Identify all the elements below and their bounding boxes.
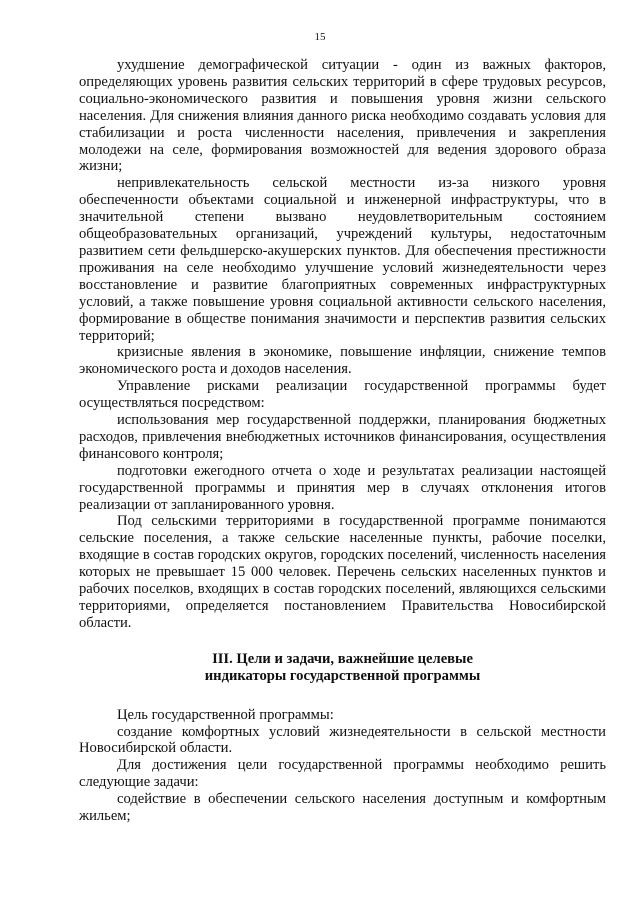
paragraph-program-goal: создание комфортных условий жизнедеятельности в сельской местности Новосибирской области. bbox=[79, 723, 606, 757]
paragraph-program-goal-intro: Цель государственной программы: bbox=[117, 706, 334, 723]
paragraph-economic-crisis-risk: кризисные явления в экономике, повышение инфляции, снижение темпов экономического роста и доходов населения. bbox=[79, 344, 606, 378]
paragraph-tasks-intro: Для достижения цели государственной программы необходимо решить следующие задачи: bbox=[79, 757, 606, 791]
paragraph-rural-territories-definition: Под сельскими территориями в государственной программе понимаются сельские поселения, а также сельские населенные пункты, рабочие поселки, входящие в состав городских округов, городских поселений, численность населения которых не превышает 15 000 человек. Перечень сельских населенных пунктов и рабочих поселков, входящих в состав городских поселений, являющихся сельскими территориями, определяется постановлением Правительства Новосибирской области. bbox=[79, 513, 606, 631]
section-heading-line-1: III. Цели и задачи, важнейшие целевые bbox=[212, 650, 473, 667]
page-body bbox=[79, 57, 606, 825]
paragraph-state-support-measures: использования мер государственной поддержки, планирования бюджетных расходов, привлечения внебюджетных источников финансирования, осуществления финансового контроля; bbox=[79, 412, 606, 462]
paragraph-infrastructure-risk: непривлекательность сельской местности из-за низкого уровня обеспеченности объектами социальной и инженерной инфраструктуры, что в значительной степени вызвано неудовлетворительным состоянием общеобразовательных организаций, учреждений культуры, недостаточным развитием сети фельдшерско-акушерских пунктов. Для обеспечения престижности проживания на селе необходимо улучшение условий жизнедеятельности через восстановление и развитие благоприятных современных инфраструктурных условий, а также повышение уровня социальной активности сельского населения, формирование в обществе понимания значимости и перспектив развития сельских территорий; bbox=[79, 175, 606, 344]
section-heading bbox=[79, 651, 606, 685]
paragraph-risk-management-intro: Управление рисками реализации государственной программы будет осуществляться посредством: bbox=[79, 378, 606, 412]
page-number: 15 bbox=[314, 31, 326, 43]
paragraph-annual-report: подготовки ежегодного отчета о ходе и результатах реализации настоящей государственной программы и принятия мер в случаях отклонения итогов реализации от запланированного уровня. bbox=[79, 462, 606, 513]
paragraph-task-housing: содействие в обеспечении сельского населения доступным и комфортным жильем; bbox=[79, 791, 606, 825]
paragraph-demographic-risk: ухудшение демографической ситуации - один из важных факторов, определяющих уровень развития сельских территорий в сфере трудовых ресурсов, социально-экономического развития и повышения уровня жизни сельского населения. Для снижения влияния данного риска необходимо создавать условия для стабилизации и роста численности населения, привлечения и закрепления молодежи на селе, формирования возможностей для ведения здорового образа жизни; bbox=[79, 57, 606, 175]
section-heading-line-2: индикаторы государственной программы bbox=[204, 667, 481, 684]
